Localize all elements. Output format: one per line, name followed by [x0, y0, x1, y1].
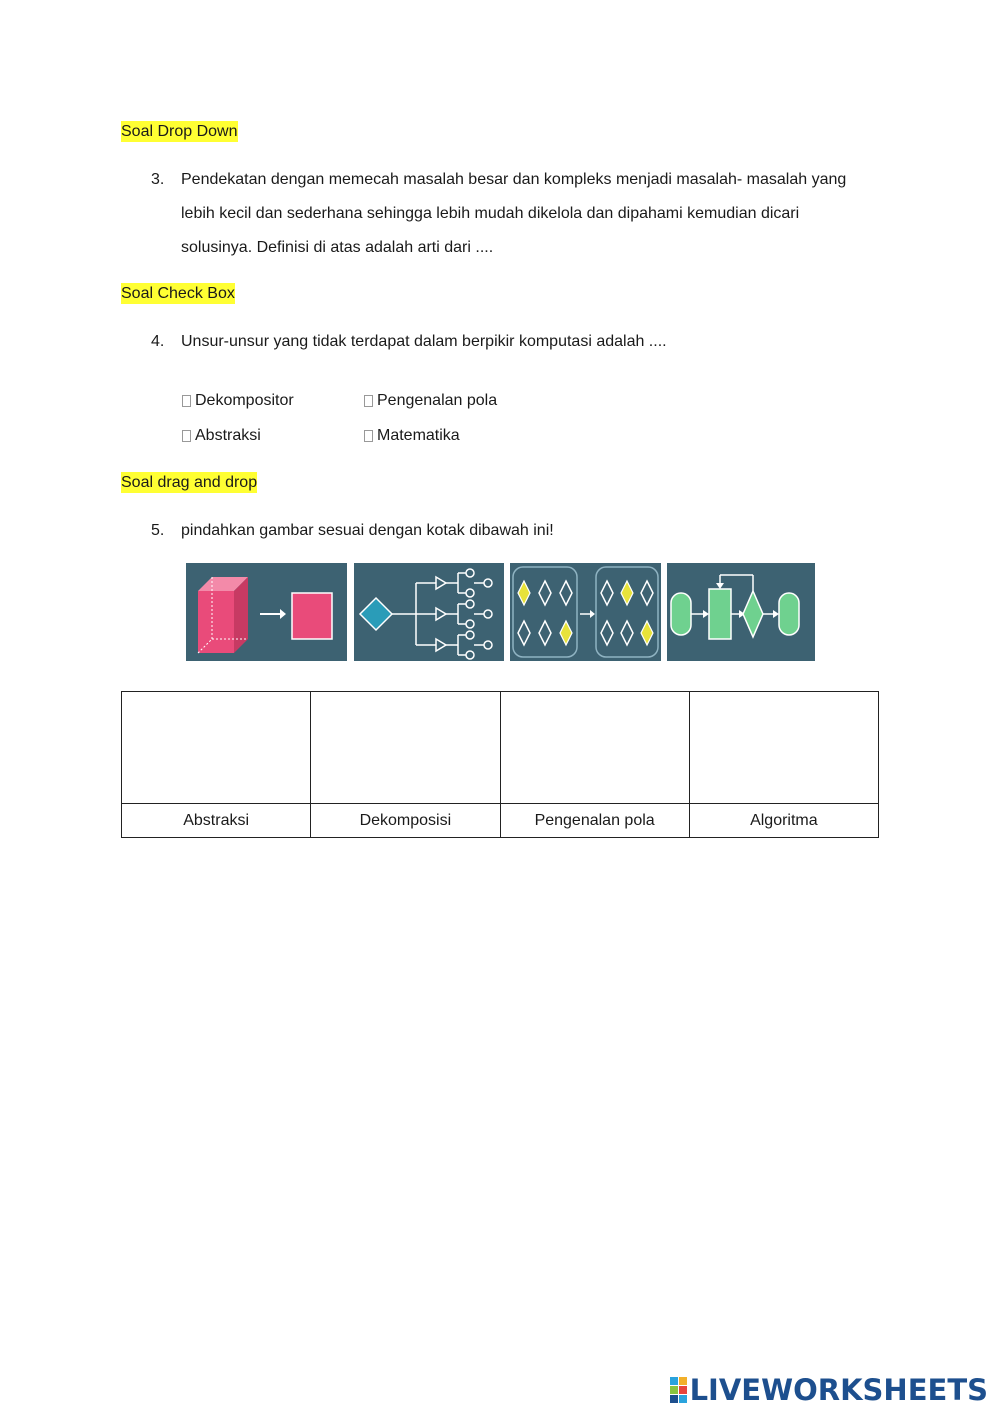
- question-4-text: Unsur-unsur yang tidak terdapat dalam berpikir komputasi adalah ....: [181, 333, 667, 350]
- question-number: 3.: [151, 171, 165, 188]
- drop-zone-pengenalan-pola[interactable]: [500, 692, 689, 804]
- liveworksheets-logo: [670, 1373, 988, 1407]
- abstraction-cube-icon[interactable]: [186, 563, 347, 661]
- drop-zone-algoritma[interactable]: [689, 692, 878, 804]
- question-number: 5.: [151, 522, 165, 539]
- drop-target-table: [121, 691, 879, 838]
- question-3-line: solusinya. Definisi di atas adalah arti dari ....: [181, 239, 494, 256]
- question-number: 4.: [151, 333, 165, 350]
- checkbox-icon[interactable]: [182, 395, 191, 407]
- checkbox-option[interactable]: [182, 392, 294, 410]
- question-3-line: Pendekatan dengan memecah masalah besar dan kompleks menjadi masalah- masalah yang: [181, 171, 847, 188]
- question-5-text: pindahkan gambar sesuai dengan kotak dibawah ini!: [181, 522, 554, 539]
- checkbox-label: Dekompositor: [195, 392, 294, 409]
- table-label: Abstraksi: [122, 804, 311, 838]
- section-heading-checkbox: Soal Check Box: [121, 285, 235, 302]
- checkbox-label: Abstraksi: [195, 427, 261, 444]
- table-label: Algoritma: [689, 804, 878, 838]
- section-heading-dropdown: Soal Drop Down: [121, 123, 238, 140]
- drop-zone-dekomposisi[interactable]: [311, 692, 500, 804]
- checkbox-option[interactable]: [364, 427, 460, 445]
- table-label: Pengenalan pola: [500, 804, 689, 838]
- decomposition-tree-icon[interactable]: [354, 563, 504, 661]
- question-3-line: lebih kecil dan sederhana sehingga lebih mudah dikelola dan dipahami kemudian dicari: [181, 205, 800, 222]
- checkbox-option[interactable]: [182, 427, 261, 445]
- checkbox-icon[interactable]: [364, 430, 373, 442]
- checkbox-icon[interactable]: [182, 430, 191, 442]
- checkbox-label: Pengenalan pola: [377, 392, 498, 409]
- checkbox-label: Matematika: [377, 427, 460, 444]
- question-3-text: [181, 163, 881, 265]
- drop-row: [122, 692, 879, 804]
- logo-mark-icon: [670, 1377, 687, 1403]
- algorithm-flowchart-icon[interactable]: [667, 563, 815, 661]
- pattern-diamonds-icon[interactable]: [510, 563, 661, 661]
- label-row: [122, 804, 879, 838]
- table-label: Dekomposisi: [311, 804, 500, 838]
- logo-text: LIVEWORKSHEETS: [689, 1373, 988, 1407]
- checkbox-icon[interactable]: [364, 395, 373, 407]
- checkbox-option[interactable]: [364, 392, 497, 410]
- section-heading-dragdrop: Soal drag and drop: [121, 474, 258, 491]
- drop-zone-abstraksi[interactable]: [122, 692, 311, 804]
